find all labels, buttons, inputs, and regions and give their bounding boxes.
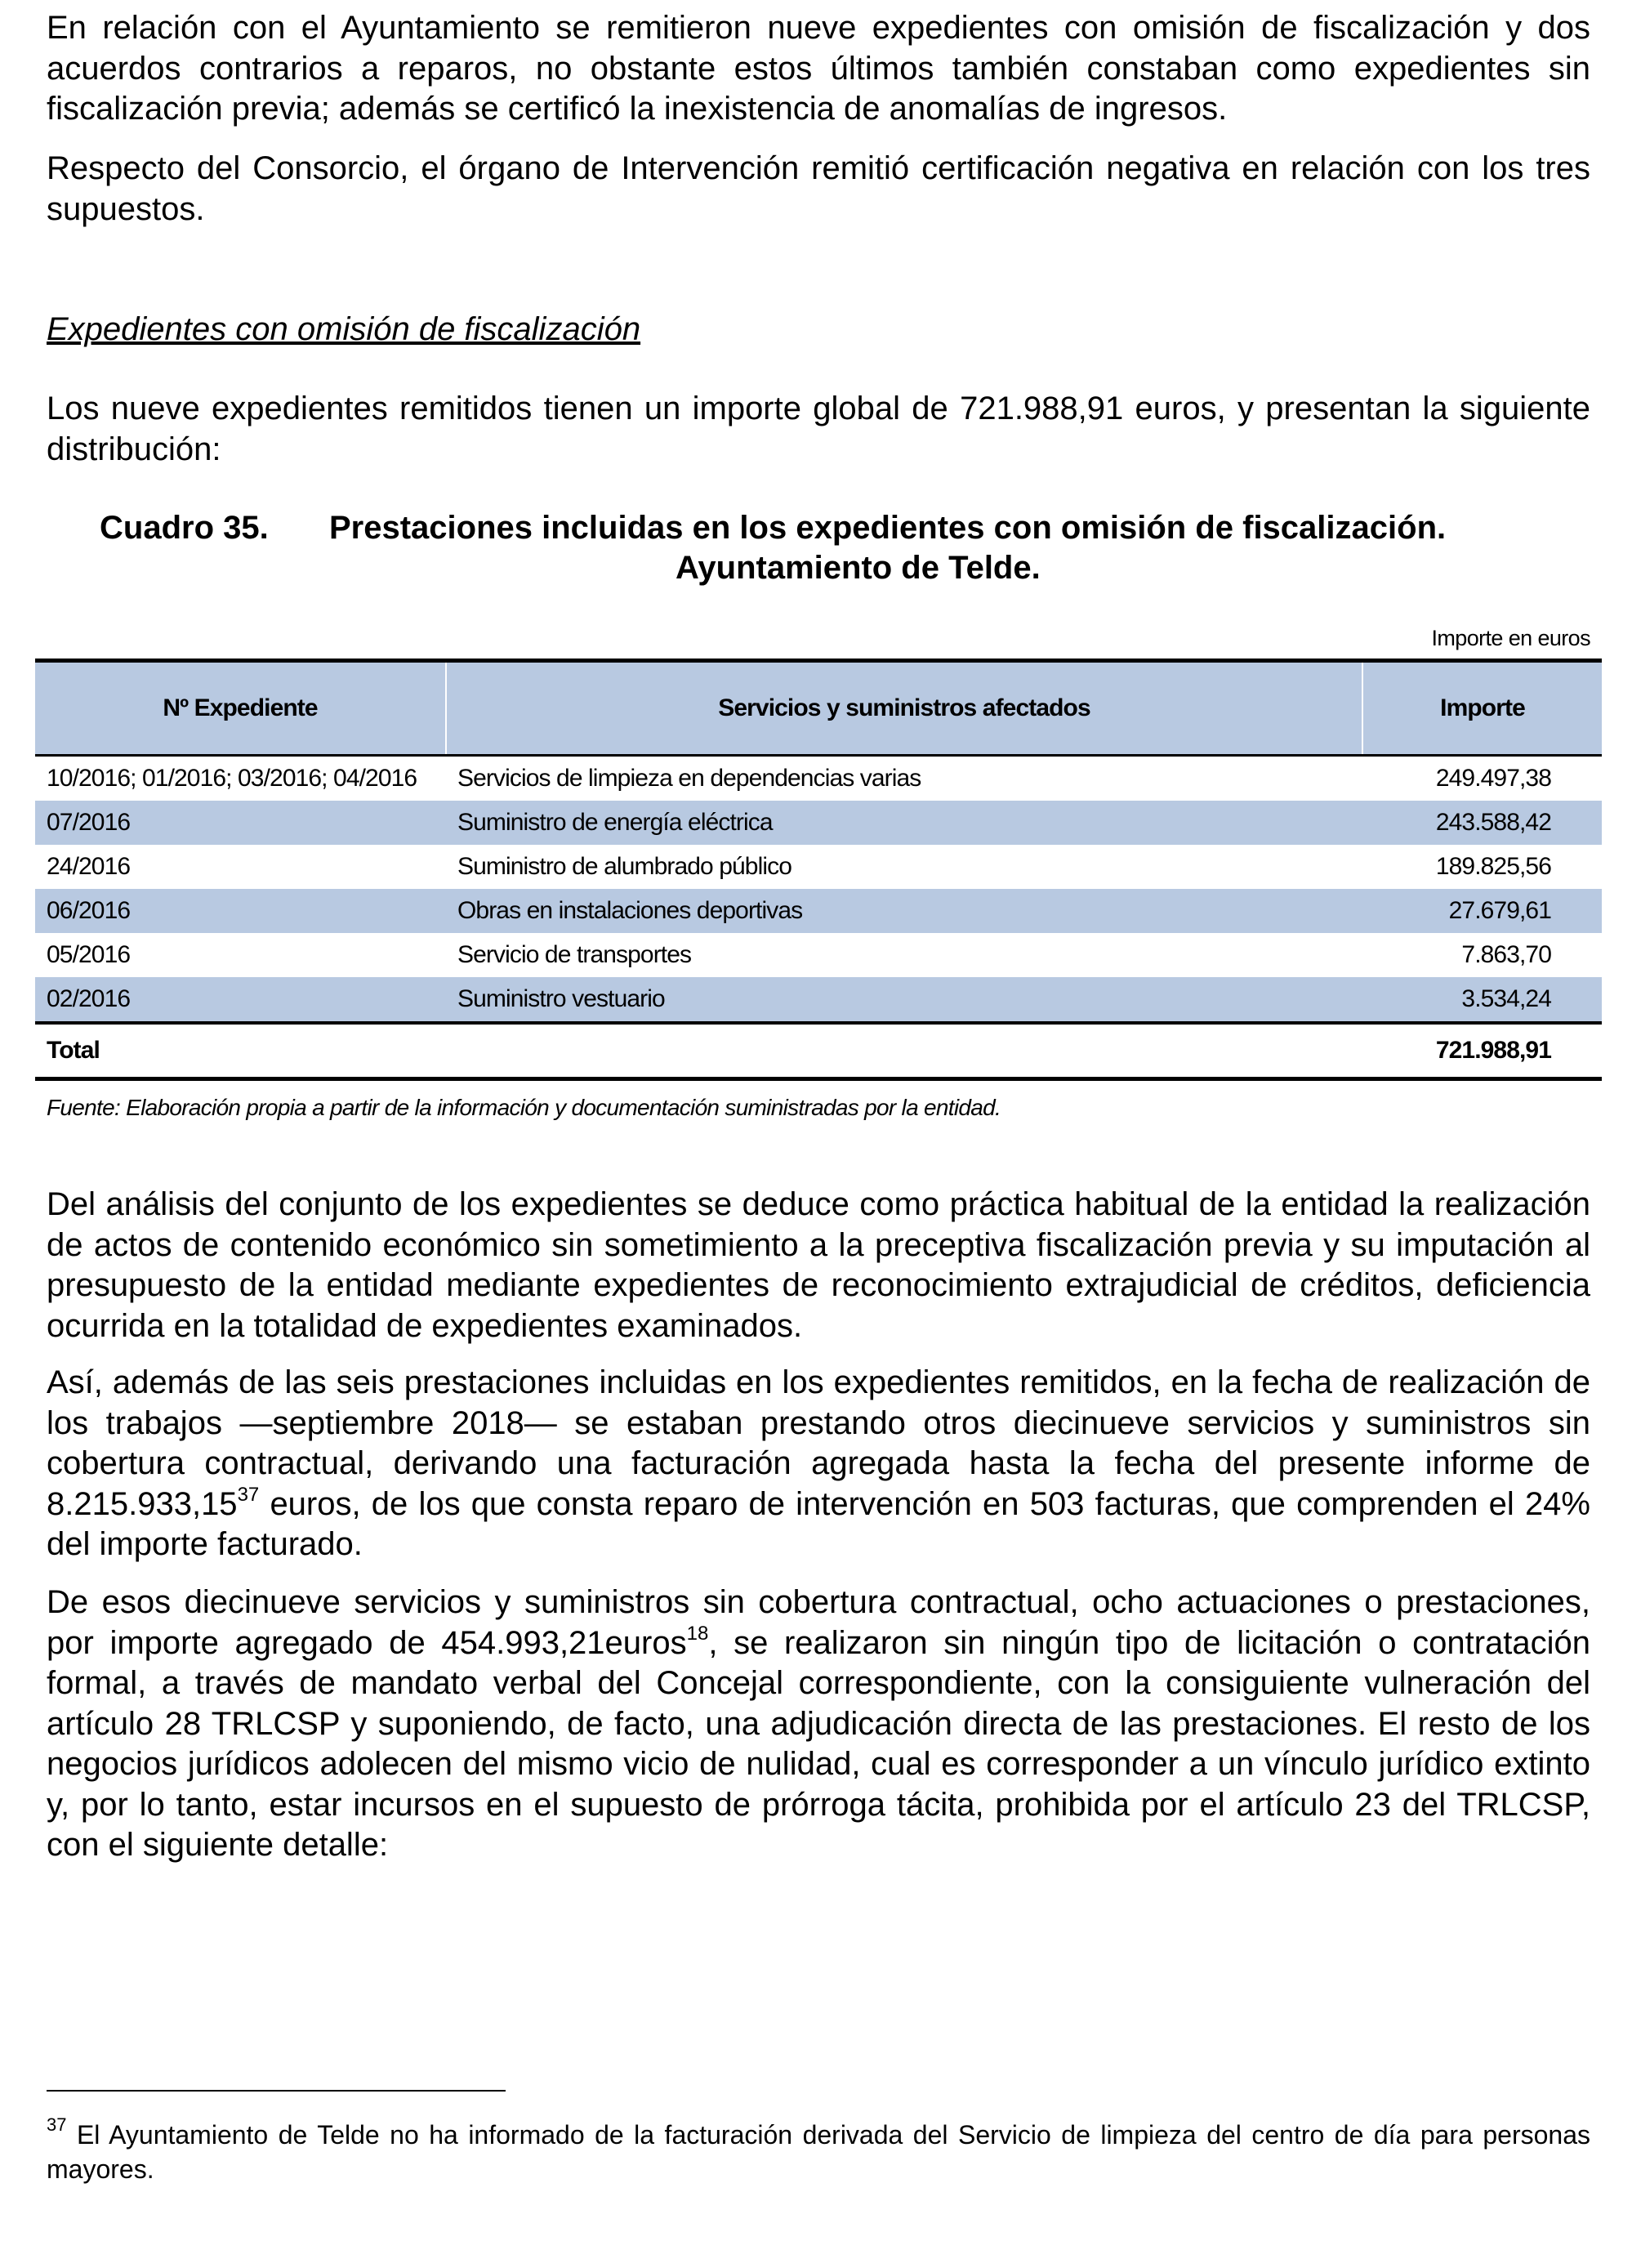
cell-servicio: Servicio de transportes — [457, 941, 692, 968]
unit-note: Importe en euros — [1431, 626, 1590, 650]
table-row — [35, 889, 1602, 933]
cell-servicio: Suministro de alumbrado público — [457, 853, 792, 880]
section-intro-paragraph: Los nueve expedientes remitidos tienen un importe global de 721.988,91 euros, y presentan la siguiente distribución: — [47, 391, 1590, 467]
total-empty-cell — [446, 1023, 1362, 1079]
body-paragraph-4-text-a: Así, además de las seis prestaciones incluidas en los expedientes remitidos, en la fecha de realización de los trabajos —septiembre 2018— se estaban prestando otros diecinueve servicios y suministros sin cobertura contractual, derivando una facturación agregada hasta la fecha del presente informe de 8.215.933,15 — [47, 1364, 1590, 1522]
cell-servicio: Suministro de energía eléctrica — [457, 809, 773, 836]
intro-paragraph-1: En relación con el Ayuntamiento se remitieron nueve expedientes con omisión de fiscalización y dos acuerdos contrarios a reparos, no obstante estos últimos también constaban como expedientes sin fiscalización previa; además se certificó la inexistencia de anomalías de ingresos. — [47, 10, 1590, 127]
cell-importe: 3.534,24 — [1461, 985, 1551, 1012]
cell-expediente: 10/2016; 01/2016; 03/2016; 04/2016 — [47, 765, 417, 792]
footnote-ref-37[interactable]: 37 — [237, 1484, 260, 1507]
section-heading: Expedientes con omisión de fiscalización — [47, 311, 641, 347]
table-caption — [47, 508, 1590, 588]
cell-importe: 243.588,42 — [1435, 809, 1551, 836]
table-caption-number: Cuadro 35. — [100, 510, 269, 546]
total-label: Total — [35, 1023, 446, 1079]
footnote-text: El Ayuntamiento de Telde no ha informado de la facturación derivada del Servicio de limpieza del centro de día para personas mayores. — [47, 2120, 1590, 2184]
cell-expediente: 24/2016 — [47, 853, 131, 880]
table-row — [35, 801, 1602, 845]
footnote-number: 37 — [47, 2114, 67, 2136]
table-row — [35, 933, 1602, 977]
cell-importe: 189.825,56 — [1435, 853, 1551, 880]
table-caption-line2: Ayuntamiento de Telde. — [676, 550, 1041, 586]
cell-expediente: 06/2016 — [47, 897, 131, 924]
cell-expediente: 02/2016 — [47, 985, 131, 1012]
cell-importe: 7.863,70 — [1461, 941, 1551, 968]
header-servicios: Servicios y suministros afectados — [446, 661, 1362, 756]
cell-expediente: 07/2016 — [47, 809, 131, 836]
body-paragraph-5-text-a: De esos diecinueve servicios y suministros sin cobertura contractual, ocho actuaciones o prestaciones, por importe agregado de 454.993,21euros — [47, 1584, 1590, 1661]
table-row — [35, 977, 1602, 1023]
footnote-divider — [47, 2090, 506, 2092]
body-paragraph-5 — [47, 1583, 1590, 1866]
table-header-row — [35, 661, 1602, 756]
header-expediente: Nº Expediente — [35, 661, 446, 756]
intro-paragraph-2: Respecto del Consorcio, el órgano de Intervención remitió certificación negativa en relación con los tres supuestos. — [47, 150, 1590, 227]
table-row — [35, 756, 1602, 801]
body-paragraph-3: Del análisis del conjunto de los expedientes se deduce como práctica habitual de la entidad la realización de actos de contenido económico sin sometimiento a la preceptiva fiscalización previa y su imputación al presupuesto de la entidad mediante expedientes de reconocimiento extrajudicial de créditos, deficiencia ocurrida en la totalidad de expedientes examinados. — [47, 1186, 1590, 1344]
cell-servicio: Suministro vestuario — [457, 985, 665, 1012]
cell-servicio: Obras en instalaciones deportivas — [457, 897, 803, 924]
table-caption-line1: Prestaciones incluidas en los expedientes con omisión de fiscalización. — [329, 510, 1447, 546]
table-source: Fuente: Elaboración propia a partir de la información y documentación suministradas por la entidad. — [47, 1095, 1001, 1120]
body-paragraph-4 — [47, 1363, 1590, 1565]
cell-expediente: 05/2016 — [47, 941, 131, 968]
cell-importe: 249.497,38 — [1435, 765, 1551, 792]
cell-servicio: Servicios de limpieza en dependencias varias — [457, 765, 921, 792]
cell-importe: 27.679,61 — [1448, 897, 1551, 924]
table-row — [35, 845, 1602, 889]
header-importe: Importe — [1362, 661, 1602, 756]
table-total-row — [35, 1023, 1602, 1079]
total-value: 721.988,91 — [1362, 1023, 1602, 1079]
body-paragraph-5-text-b: , se realizaron sin ningún tipo de licitación o contratación formal, a través de mandato verbal del Concejal correspondiente, con la consiguiente vulneración del artículo 28 TRLCSP y suponiendo, de facto, una adjudicación directa de las prestaciones. El resto de los negocios jurídicos adolecen del mismo vicio de nulidad, cual es corresponder a un vínculo jurídico extinto y, por lo tanto, estar incursos en el supuesto de prórroga tácita, prohibida por el artículo 23 del TRLCSP, con el siguiente detalle: — [47, 1624, 1591, 1863]
body-paragraph-4-text-b: euros, de los que consta reparo de intervención en 503 facturas, que comprenden el 24% del importe facturado. — [47, 1485, 1590, 1562]
expedientes-table — [35, 659, 1602, 1081]
footnote-37 — [47, 2114, 1590, 2186]
footnote-ref-18[interactable]: 18 — [686, 1623, 709, 1645]
